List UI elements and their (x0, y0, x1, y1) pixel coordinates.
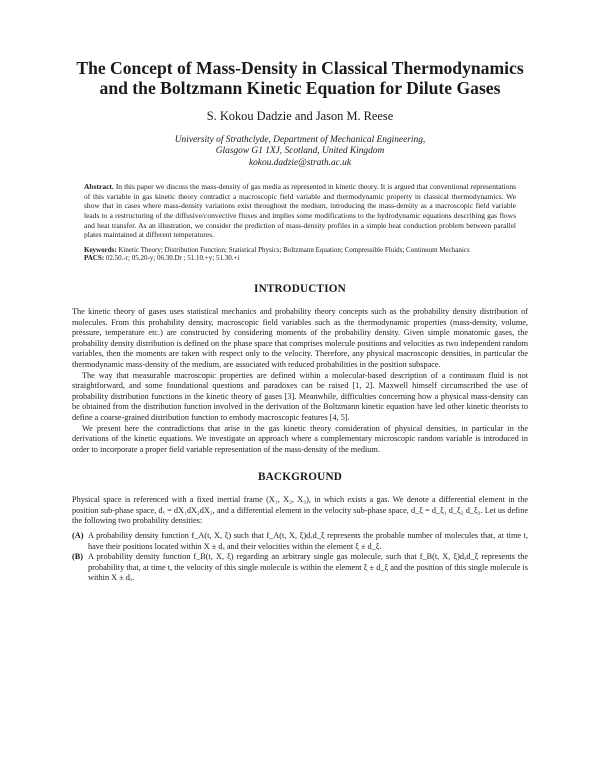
paper-title (72, 58, 528, 98)
keywords-label: Keywords: (84, 245, 117, 254)
intro-paragraph-3: We present here the contradictions that arise in the gas kinetic theory consideration of physical densities, in particular in the derivations of the kinetic equations. We investigate an approach where a complementary microscopic random variable is introduced in order to incorporate a proper field variable representation of the mass-density of the medium. (72, 423, 528, 454)
affiliation (72, 135, 528, 169)
introduction-heading: INTRODUCTION (254, 282, 346, 295)
pacs-text: 02.50.-r; 05.20-y; 06.30.Dr ; 51.10.+y; 51.30.+i (105, 254, 240, 263)
authors: S. Kokou Dadzie and Jason M. Reese (206, 109, 394, 123)
definition-tag-a: (A) (72, 531, 84, 541)
pacs-line (84, 254, 516, 263)
pacs-label: PACS: (84, 254, 105, 263)
abstract (84, 182, 516, 240)
keywords-text: Kinetic Theory; Distribution Function; Statistical Physics; Boltzmann Equation; Compressible Fluids; Continuum Mechanics (118, 245, 470, 254)
background-paragraph-1: Physical space is referenced with a fixed inertial frame (X₁, X₂, X₃), in which exists a gas. We denote a differential element in the position sub-phase space, dₓ = dX₁dX₂dX₃, and a differential element in the velocity sub-phase space, d_ξ = d_ξ₁ d_ξ₂ d_ξ₃. Let us define the following two probability densities: (72, 495, 528, 526)
definition-item-b (72, 552, 528, 584)
definition-text-b: A probability density function f_B(t, X, ξ) regarding an arbitrary single gas molecule, such that f_B(t, X, ξ)dₓd_ξ represents the probability that, at time t, the velocity of this single molecule is within the element ξ ± d_ξ and the position of this single molecule is within X ± dₓ. (88, 552, 528, 583)
title-line-2: and the Boltzmann Kinetic Equation for Dilute Gases (99, 78, 501, 98)
intro-paragraph-2: The way that measurable macroscopic properties are defined within a molecular-based description of a continuum fluid is not straightforward, and some foundational questions and paradoxes can be raised [1, 2]. Maxwell himself circumscribed the use of probability distribution functions in the kinetic theory of gases [3]. Meanwhile, difficulties concerning how a physical mass-density can be obtained from the distribution function involved in the derivation of the Boltzmann kinetic equation have led other kinetic theorists to define a coarse-grained distribution function to embody macroscopic features [4, 5]. (72, 370, 528, 422)
keywords-line (84, 246, 516, 255)
abstract-label: Abstract. (84, 182, 114, 192)
background-heading: BACKGROUND (257, 471, 343, 484)
definition-text-a: A probability density function f_A(t, X, ξ) such that f_A(t, X, ξ)dₓd_ξ represents the probable number of molecules that, at time t, have their positions located within X ± dₓ and their velocities within the element ξ ± d_ξ. (88, 531, 528, 551)
introduction-body (72, 307, 528, 455)
title-line-1: The Concept of Mass-Density in Classical Thermodynamics (76, 58, 524, 78)
keywords-block (84, 246, 516, 263)
abstract-text: In this paper we discuss the mass-density of gas media as represented in kinetic theory. It is argued that conventional representations of this variable in gas kinetic theory contradict a macroscopic field variable and thermodynamic property in classical thermodynamics. We show that in cases where mass-density variations exist throughout the medium, introducing the mass-density as a macroscopic field variable leads to a restructuring of the diffusive/convective fluxes and implies some modifications to the hydrodynamic equations describing gas flows and heat transfer. As an illustration, we consider the prediction of mass-density profiles in a simple heat conduction problem between parallel plates maintained at different temperatures. (84, 182, 516, 240)
author-email: kokou.dadzie@strath.ac.uk (248, 157, 352, 168)
background-body (72, 495, 528, 527)
definition-item-a (72, 531, 528, 552)
definition-tag-b: (B) (72, 552, 83, 562)
affiliation-line-2: Glasgow G1 1XJ, Scotland, United Kingdom (215, 146, 385, 157)
affiliation-line-1: University of Strathclyde, Department of Mechanical Engineering, (174, 135, 426, 145)
intro-paragraph-1: The kinetic theory of gases uses statistical mechanics and probability theory concepts such as the probability density distribution of molecules. From this probability density, macroscopic field variables such as the thermodynamic properties (mass-density, volume, pressure, temperature etc.) are constructed by considering moments of the probability density. Given simple monatomic gases, the probability density distribution is defined on the phase space that comprises molecule positions and velocities as two independent random variables, then the moments are taken with respect only to the velocity. Therefore, any physical macroscopic densities, in particular the thermodynamic mass-density of the medium, are associated with reduced probabilities in the position subspace. (72, 306, 528, 369)
definition-list (72, 531, 528, 584)
